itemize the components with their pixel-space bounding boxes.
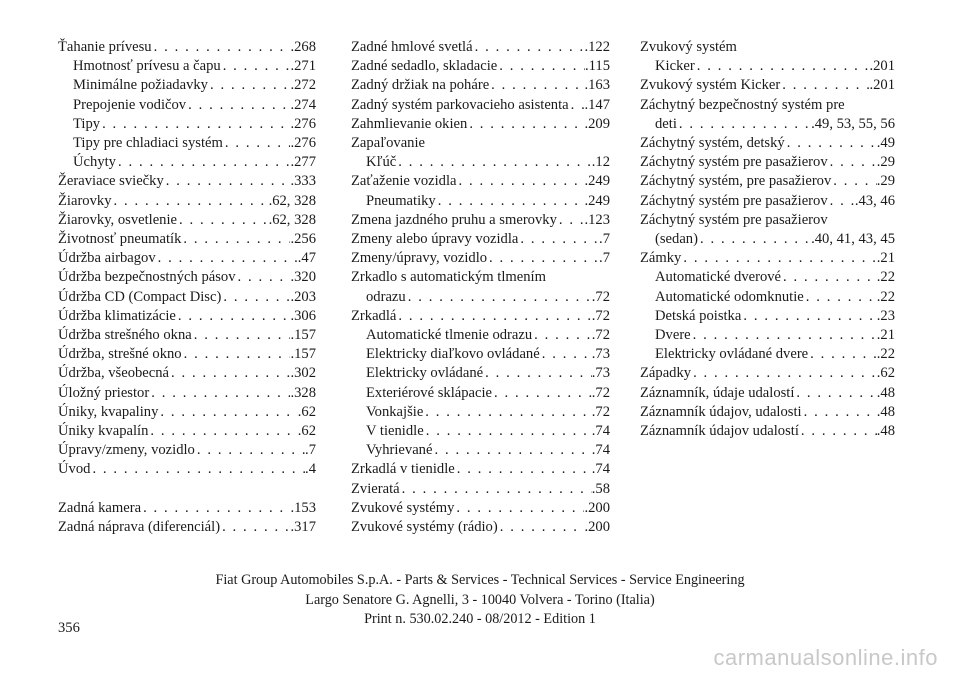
entry-page: .72 [591, 327, 610, 344]
dot-leader [569, 96, 585, 115]
index-entry [640, 172, 895, 191]
entry-page: .153 [290, 499, 316, 516]
entry-term: Automatické odomknutie [655, 288, 804, 305]
dot-leader [90, 460, 305, 479]
index-entry [58, 384, 316, 403]
entry-term: Kľúč [366, 154, 397, 171]
dot-leader [177, 211, 269, 230]
dot-leader [221, 57, 291, 76]
dot-leader [116, 153, 290, 172]
dot-leader [799, 422, 877, 441]
dot-leader [457, 172, 585, 191]
entry-term: Úvod [58, 461, 91, 478]
index-entry [351, 76, 610, 95]
dot-leader [518, 230, 599, 249]
entry-term: Žiarovky, osvetlenie [58, 211, 178, 228]
index-entry [640, 384, 895, 403]
index-subentry [351, 192, 610, 211]
dot-leader [467, 115, 584, 134]
index-subentry [640, 115, 895, 134]
entry-term: Zvukové systémy (rádio) [351, 519, 498, 536]
index-column-3 [640, 38, 895, 441]
entry-term: Údržba airbagov [58, 250, 156, 267]
index-subentry [640, 230, 895, 249]
entry-page: .320 [290, 269, 316, 286]
dot-leader [804, 288, 877, 307]
entry-term: Automatické dverové [655, 269, 782, 286]
entry-page: .249 [584, 192, 610, 209]
dot-leader [691, 326, 877, 345]
index-entry [351, 115, 610, 134]
entry-page: .74 [591, 442, 610, 459]
dot-leader [423, 403, 591, 422]
index-subentry [640, 307, 895, 326]
dot-leader [698, 230, 811, 249]
index-subentry [351, 345, 610, 364]
index-entry [58, 249, 316, 268]
dot-leader [152, 38, 291, 57]
entry-page: .48 [876, 403, 895, 420]
dot-leader [781, 268, 877, 287]
entry-page: .272 [290, 77, 316, 94]
footer-line-print: Print n. 530.02.240 - 08/2012 - Edition 1 [364, 611, 596, 627]
index-entry [351, 230, 610, 249]
index-entry [640, 153, 895, 172]
index-column-2 [351, 38, 610, 537]
entry-page: .72 [591, 403, 610, 420]
dot-leader [406, 288, 592, 307]
index-entry [58, 499, 316, 518]
entry-page: .12 [591, 154, 610, 171]
entry-term: Zahmlievanie okien [351, 115, 468, 132]
entry-term: Vyhrievané [366, 442, 433, 459]
index-entry [58, 518, 316, 537]
dot-leader [828, 192, 855, 211]
entry-term: Zadná náprava (diferenciál) [58, 518, 221, 535]
index-subentry [640, 268, 895, 287]
entry-term: Zrkadlá v tienidle [351, 461, 455, 478]
entry-page: .62, 328 [268, 192, 316, 209]
dot-leader [220, 518, 290, 537]
index-entry [58, 268, 316, 287]
entry-term: Elektricky ovládané dvere [655, 346, 809, 363]
entry-page: .21 [876, 250, 895, 267]
dot-leader [186, 96, 290, 115]
entry-page: .48 [876, 384, 895, 401]
index-entry [58, 172, 316, 191]
entry-page: .200 [584, 499, 610, 516]
entry-page: .58 [591, 480, 610, 497]
entry-page: .7 [599, 231, 610, 248]
entry-term: Údržba, strešné okno [58, 346, 182, 363]
dot-leader [181, 230, 290, 249]
entry-term: deti [655, 115, 677, 132]
index-entry [351, 499, 610, 518]
entry-page: .201 [869, 77, 895, 94]
index-heading: Záchytný bezpečnostný systém pre [640, 96, 845, 113]
dot-leader [221, 288, 290, 307]
index-subentry [58, 57, 316, 76]
entry-term: Elektricky ovládané [366, 365, 484, 382]
dot-leader [681, 249, 876, 268]
dot-leader [455, 460, 592, 479]
index-entry [58, 230, 316, 249]
entry-term: Zvukový systém Kicker [640, 77, 781, 94]
index-entry [351, 480, 610, 499]
index-entry [640, 192, 895, 211]
entry-term: Údržba bezpečnostných pásov [58, 269, 236, 286]
index-entry [58, 307, 316, 326]
entry-term: Zmena jazdného pruhu a smerovky [351, 211, 557, 228]
entry-page: .163 [584, 77, 610, 94]
index-entry [640, 76, 895, 95]
entry-term: Zadné sedadlo, skladacie [351, 58, 498, 75]
entry-page: .22 [876, 346, 895, 363]
entry-term: Záchytný systém, detský [640, 135, 785, 152]
index-subentry [58, 96, 316, 115]
entry-term: Úniky, kvapaliny [58, 403, 159, 420]
dot-leader [802, 403, 877, 422]
entry-page: .157 [290, 346, 316, 363]
entry-page: .302 [290, 365, 316, 382]
index-entry [351, 57, 610, 76]
dot-leader [141, 499, 290, 518]
entry-term: Prepojenie vodičov [73, 96, 187, 113]
dot-leader [158, 403, 297, 422]
index-entry [351, 38, 610, 57]
index-entry [58, 403, 316, 422]
entry-term: Úložný priestor [58, 384, 150, 401]
entry-term: Tipy pre chladiaci systém [73, 135, 223, 152]
entry-term: Zadný držiak na poháre [351, 77, 490, 94]
entry-term: Zadná kamera [58, 499, 142, 516]
entry-page: .29 [876, 154, 895, 171]
index-subentry [351, 153, 610, 172]
dot-leader [794, 384, 876, 403]
index-entry [351, 211, 610, 230]
entry-term: Zaťaženie vozidla [351, 173, 457, 190]
entry-page: .123 [584, 211, 610, 228]
entry-term: Západky [640, 365, 692, 382]
index-entry [58, 38, 316, 57]
entry-page: .201 [869, 58, 895, 75]
entry-page: .40, 41, 43, 45 [811, 231, 895, 248]
index-entry [351, 518, 610, 537]
dot-leader [176, 307, 291, 326]
entry-page: .157 [290, 327, 316, 344]
dot-leader [741, 307, 876, 326]
index-entry [58, 364, 316, 383]
entry-term: Záchytný systém pre pasažierov [640, 154, 828, 171]
entry-page: .274 [290, 96, 316, 113]
entry-page: .21 [876, 327, 895, 344]
entry-term: Minimálne požiadavky [73, 77, 208, 94]
index-subentry [351, 364, 610, 383]
index-subentry [351, 422, 610, 441]
entry-term: Zadný systém parkovacieho asistenta [351, 96, 569, 113]
index-gap [58, 480, 316, 499]
dot-leader [424, 422, 592, 441]
entry-page: .268 [290, 39, 316, 55]
index-entry [58, 460, 316, 479]
dot-leader [148, 422, 297, 441]
entry-page: .72 [591, 288, 610, 305]
dot-leader [432, 441, 591, 460]
dot-leader [695, 57, 870, 76]
entry-term: Záznamník, údaje udalostí [640, 384, 795, 401]
index-subentry [58, 115, 316, 134]
entry-page: .49 [876, 135, 895, 152]
publisher-footer [0, 571, 960, 630]
entry-page: .276 [290, 135, 316, 152]
entry-page: .328 [290, 384, 316, 401]
entry-term: Úpravy/zmeny, vozidlo [58, 442, 195, 459]
entry-term: Zrkadlá [351, 307, 397, 324]
index-entry [351, 307, 610, 326]
index-entry [58, 422, 316, 441]
index-subentry [58, 153, 316, 172]
entry-page: .277 [290, 154, 316, 171]
dot-leader [436, 192, 585, 211]
dot-leader [236, 268, 291, 287]
dot-leader [498, 518, 585, 537]
entry-term: Záznamník údajov, udalosti [640, 403, 802, 420]
entry-page: .74 [591, 423, 610, 440]
watermark: carmanualsonline.info [713, 645, 938, 670]
dot-leader [557, 211, 585, 230]
index-entry [58, 288, 316, 307]
dot-leader [400, 480, 592, 499]
entry-page: .256 [290, 231, 316, 248]
entry-term: Údržba CD (Compact Disc) [58, 288, 222, 305]
entry-page: .249 [584, 173, 610, 190]
entry-term: Zadné hmlové svetlá [351, 39, 473, 55]
index-entry [58, 345, 316, 364]
entry-page: .276 [290, 115, 316, 132]
entry-term: Záchytný systém pre pasažierov [640, 192, 828, 209]
entry-page: .333 [290, 173, 316, 190]
dot-leader [396, 307, 591, 326]
index-subentry [351, 384, 610, 403]
dot-leader [785, 134, 877, 153]
entry-term: Tipy [73, 115, 101, 132]
index-entry [58, 211, 316, 230]
dot-leader [540, 345, 592, 364]
entry-term: Údržba, všeobecná [58, 365, 170, 382]
index-entry [351, 249, 610, 268]
entry-page: .122 [584, 39, 610, 55]
entry-term: Vonkajšie [366, 403, 424, 420]
dot-leader [691, 364, 877, 383]
entry-page: .306 [290, 307, 316, 324]
entry-term: Elektricky diaľkovo ovládané [366, 346, 540, 363]
index-entry [58, 441, 316, 460]
entry-term: Záchytný systém, pre pasažierov [640, 173, 832, 190]
entry-term: Záznamník údajov udalostí [640, 423, 799, 440]
entry-term: Automatické tlmenie odrazu [366, 327, 533, 344]
index-heading: Zvukový systém [640, 39, 737, 55]
dot-leader [156, 249, 298, 268]
index-subentry [640, 345, 895, 364]
entry-term: Zmeny/úpravy, vozidlo [351, 250, 488, 267]
entry-page: .271 [290, 58, 316, 75]
entry-page: .22 [876, 288, 895, 305]
index-entry [640, 422, 895, 441]
entry-term: Dvere [655, 327, 691, 344]
dot-leader [100, 115, 290, 134]
entry-page: .7 [599, 250, 610, 267]
entry-term: Životnosť pneumatík [58, 231, 182, 248]
entry-term: Exteriérové sklápacie [366, 384, 493, 401]
entry-page: .62 [297, 423, 316, 440]
dot-leader [454, 499, 584, 518]
dot-leader [192, 326, 291, 345]
dot-leader [677, 115, 811, 134]
index-heading: Zapaľovanie [351, 135, 425, 152]
index-subentry [58, 134, 316, 153]
index-subentry [351, 441, 610, 460]
entry-term: Zvieratá [351, 480, 400, 497]
index-subentry [640, 326, 895, 345]
dot-leader [396, 153, 592, 172]
entry-term: Žeraviace sviečky [58, 173, 164, 190]
entry-term: (sedan) [655, 231, 698, 248]
dot-leader [164, 172, 291, 191]
entry-term: Detská poistka [655, 307, 742, 324]
dot-leader [831, 172, 876, 191]
entry-term: Úniky kvapalín [58, 423, 149, 440]
dot-leader [182, 345, 291, 364]
dot-leader [169, 364, 290, 383]
dot-leader [489, 76, 584, 95]
dot-leader [828, 153, 877, 172]
entry-page: .7 [305, 442, 316, 459]
index-entry [351, 172, 610, 191]
entry-page: .317 [290, 518, 316, 535]
dot-leader [223, 134, 291, 153]
entry-term: Zvukové systémy [351, 499, 455, 516]
entry-page: .29 [876, 173, 895, 190]
entry-page: .74 [591, 461, 610, 478]
index-column-1 [58, 38, 316, 537]
dot-leader [112, 192, 269, 211]
entry-page: .72 [591, 384, 610, 401]
footer-line-company: Fiat Group Automobiles S.p.A. - Parts & Services - Technical Services - Service Engineering [215, 572, 745, 588]
entry-page: .62 [876, 365, 895, 382]
index-entry [351, 96, 610, 115]
dot-leader [473, 38, 585, 57]
entry-page: .4 [305, 461, 316, 478]
entry-page: .48 [876, 423, 895, 440]
entry-page: .43, 46 [854, 192, 895, 209]
entry-page: .73 [591, 346, 610, 363]
entry-page: .49, 53, 55, 56 [811, 115, 895, 132]
entry-page: .62, 328 [268, 211, 316, 228]
dot-leader [149, 384, 290, 403]
entry-page: .72 [591, 307, 610, 324]
entry-term: Žiarovky [58, 192, 112, 209]
dot-leader [208, 76, 290, 95]
index-subentry [640, 288, 895, 307]
entry-page: .22 [876, 269, 895, 286]
dot-leader [492, 384, 592, 403]
entry-term: Kicker [655, 58, 695, 75]
index-heading: Záchytný systém pre pasažierov [640, 211, 828, 228]
dot-leader [195, 441, 305, 460]
entry-term: Údržba strešného okna [58, 327, 192, 344]
index-subentry [351, 403, 610, 422]
index-entry [58, 326, 316, 345]
entry-page: .115 [585, 58, 610, 75]
dot-leader [497, 57, 585, 76]
entry-term: Údržba klimatizácie [58, 307, 176, 324]
dot-leader [532, 326, 592, 345]
entry-term: Úchyty [73, 154, 116, 171]
index-entry [640, 403, 895, 422]
entry-term: Hmotnosť prívesu a čapu [73, 58, 221, 75]
dot-leader [780, 76, 869, 95]
entry-term: odrazu [366, 288, 406, 305]
entry-page: .203 [290, 288, 316, 305]
index-subentry [351, 326, 610, 345]
entry-page: .73 [591, 365, 610, 382]
dot-leader [483, 364, 592, 383]
page-number: 356 [58, 620, 80, 636]
index-entry [640, 134, 895, 153]
dot-leader [487, 249, 599, 268]
entry-term: Zmeny alebo úpravy vozidla [351, 231, 519, 248]
entry-term: V tienidle [366, 423, 424, 440]
index-subentry [351, 288, 610, 307]
index-heading: Zrkadlo s automatickým tlmením [351, 269, 546, 286]
index-subentry [58, 76, 316, 95]
entry-page: .200 [584, 519, 610, 536]
index-entry [640, 249, 895, 268]
entry-page: .147 [584, 96, 610, 113]
entry-page: .23 [876, 307, 895, 324]
dot-leader [808, 345, 877, 364]
entry-term: Pneumatiky [366, 192, 436, 209]
entry-term: Ťahanie prívesu [58, 39, 152, 55]
entry-page: .47 [297, 250, 316, 267]
entry-page: .209 [584, 115, 610, 132]
index-entry [640, 364, 895, 383]
entry-term: Zámky [640, 250, 682, 267]
index-entry [58, 192, 316, 211]
index-entry [351, 460, 610, 479]
footer-line-address: Largo Senatore G. Agnelli, 3 - 10040 Volvera - Torino (Italia) [305, 591, 655, 608]
entry-page: .62 [297, 403, 316, 420]
index-subentry [640, 57, 895, 76]
